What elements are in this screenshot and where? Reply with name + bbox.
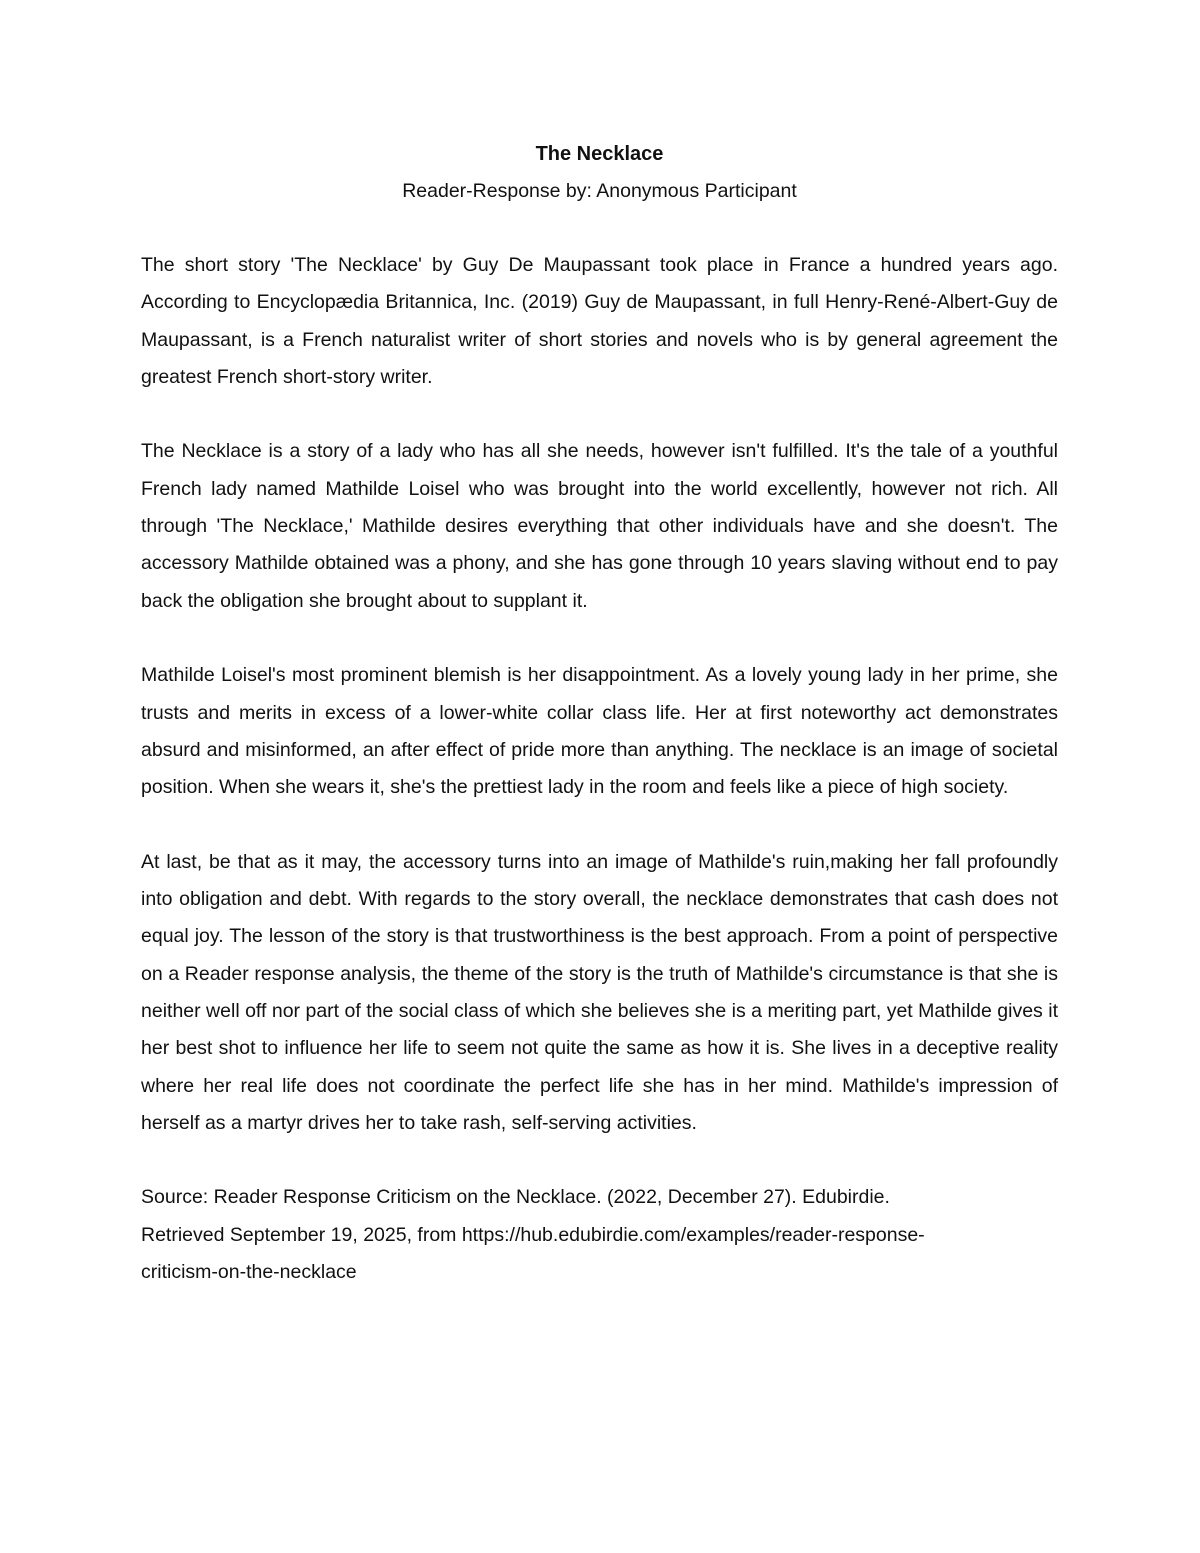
paragraph-3: Mathilde Loisel's most prominent blemish is her disappointment. As a lovely young lady in her prime, she trusts and merits in excess of a lower-white collar class life. Her at first noteworthy act demonstrates absurd and misinformed, an after effect of pride more than anything. The necklace is an image of societal position. When she wears it, she's the prettiest lady in the room and feels like a piece of high society. xyxy=(141,664,1058,799)
source-citation xyxy=(141,1179,1058,1291)
source-line-2: Retrieved September 19, 2025, from https://hub.edubirdie.com/examples/reader-response- xyxy=(141,1223,925,1246)
paragraph-4: At last, be that as it may, the accessory turns into an image of Mathilde's ruin,making her fall profoundly into obligation and debt. With regards to the story overall, the necklace demonstrates that cash does not equal joy. The lesson of the story is that trustworthiness is the best approach. From a point of perspective on a Reader response analysis, the theme of the story is the truth of Mathilde's circumstance is that she is neither well off nor part of the social class of which she believes she is a meriting part, yet Mathilde gives it her best shot to influence her life to seem not quite the same as how it is. She lives in a deceptive reality where her real life does not coordinate the perfect life she has in her mind. Mathilde's impression of herself as a martyr drives her to take rash, self-serving activities. xyxy=(141,850,1058,1134)
document-title: The Necklace xyxy=(535,143,664,165)
source-line-1: Source: Reader Response Criticism on the Necklace. (2022, December 27). Edubirdie. xyxy=(141,1186,890,1209)
source-line-3: criticism-on-the-necklace xyxy=(141,1261,357,1284)
paragraph-2: The Necklace is a story of a lady who has all she needs, however isn't fulfilled. It's the tale of a youthful French lady named Mathilde Loisel who was brought into the world excellently, however not rich. All through 'The Necklace,' Mathilde desires everything that other individuals have and she doesn't. The accessory Mathilde obtained was a phony, and she has gone through 10 years slaving without end to pay back the obligation she brought about to supplant it. xyxy=(141,440,1058,612)
paragraph-1: The short story 'The Necklace' by Guy De Maupassant took place in France a hundred years ago. According to Encyclopædia Britannica, Inc. (2019) Guy de Maupassant, in full Henry-René-Albert-Guy de Maupassant, is a French naturalist writer of short stories and novels who is by general agreement the greatest French short-story writer. xyxy=(141,254,1058,388)
document-subtitle: Reader-Response by: Anonymous Participant xyxy=(402,180,797,202)
document-body xyxy=(141,136,1058,1291)
